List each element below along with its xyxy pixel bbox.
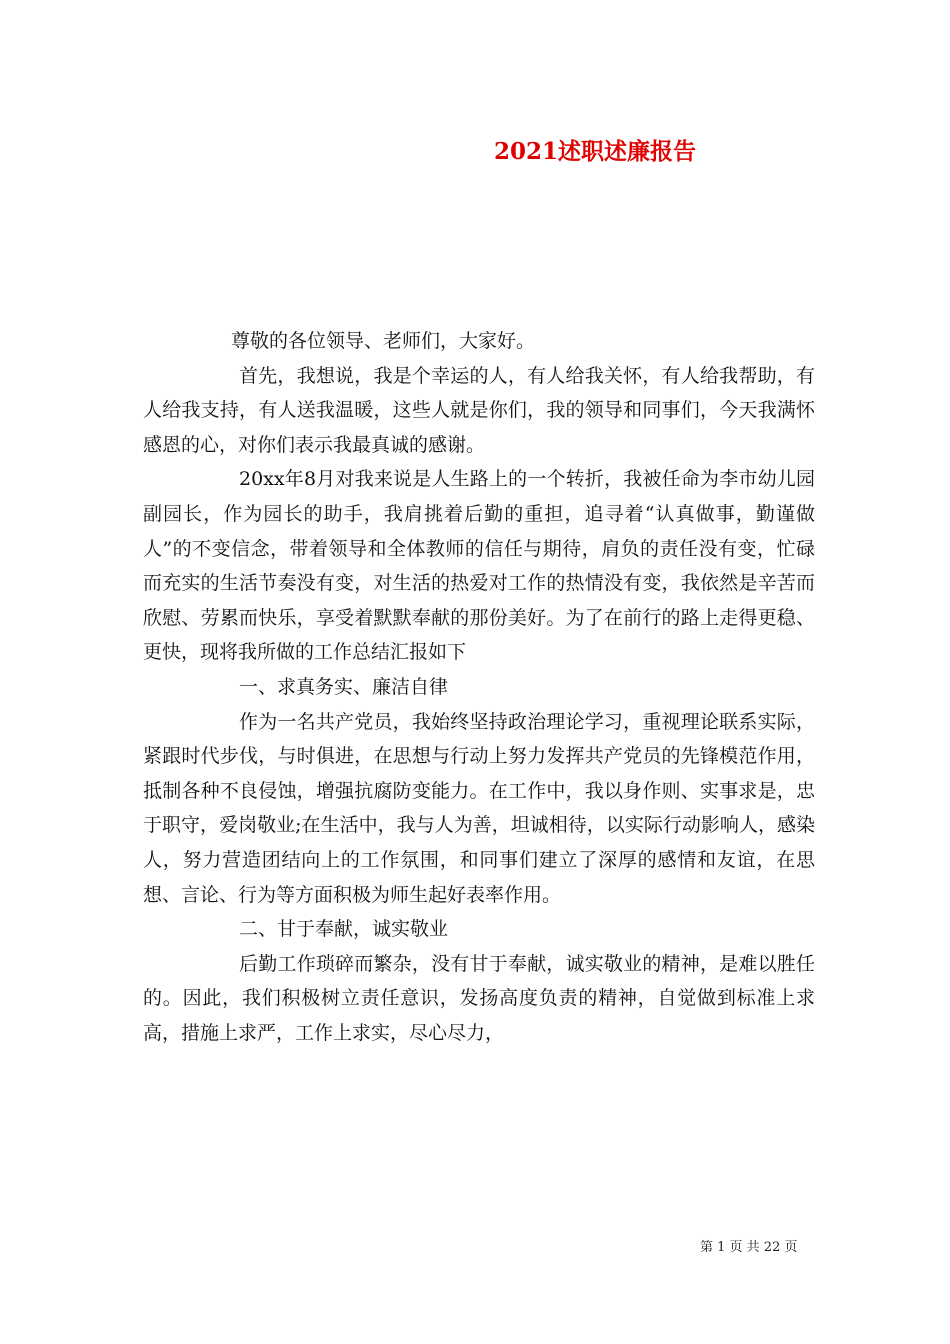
paragraph-section-1: 作为一名共产党员，我始终坚持政治理论学习，重视理论联系实际，紧跟时代步伐，与时俱进，在思想与行动上努力发挥共产党员的先锋模范作用，抵制各种不良侵蚀，增强抗腐防变能力。在工作中，我以身作则、实事求是，忠于职守，爱岗敬业;在生活中，我与人为善，坦诚相待，以实际行动影响人，感染人，努力营造团结向上的工作氛围，和同事们建立了深厚的感情和友谊，在思想、言论、行为等方面积极为师生起好表率作用。 [143,710,815,906]
document-body [143,324,815,1050]
page-footer: 第 1 页 共 22 页 [700,1240,798,1255]
paragraph-summary: 20xx年8月对我来说是人生路上的一个转折，我被任命为李市幼儿园副园长，作为园长的助手，我肩挑着后勤的重担，追寻着“认真做事，勤谨做人”的不变信念，带着领导和全体教师的信任与期待，肩负的责任没有变，忙碌而充实的生活节奏没有变，对生活的热爱对工作的热情没有变，我依然是辛苦而欣慰、劳累而快乐，享受着默默奉献的那份美好。为了在前行的路上走得更稳、更快，现将我所做的工作总结汇报如下 [143,468,815,664]
paragraph-section-2: 后勤工作琐碎而繁杂，没有甘于奉献，诚实敬业的精神，是难以胜任的。因此，我们积极树立责任意识，发扬高度负责的精神，自觉做到标准上求高，措施上求严，工作上求实，尽心尽力， [143,952,815,1044]
paragraph-intro: 首先，我想说，我是个幸运的人，有人给我关怀，有人给我帮助，有人给我支持，有人送我温暖，这些人就是你们，我的领导和同事们，今天我满怀感恩的心，对你们表示我最真诚的感谢。 [143,364,815,456]
document-title: 2021述职述廉报告 [493,138,696,165]
section-heading-2: 二、甘于奉献，诚实敬业 [239,918,449,941]
greeting-line: 尊敬的各位领导、老师们，大家好。 [231,330,536,352]
title-container [470,133,720,166]
section-heading-1: 一、求真务实、廉洁自律 [239,675,449,698]
